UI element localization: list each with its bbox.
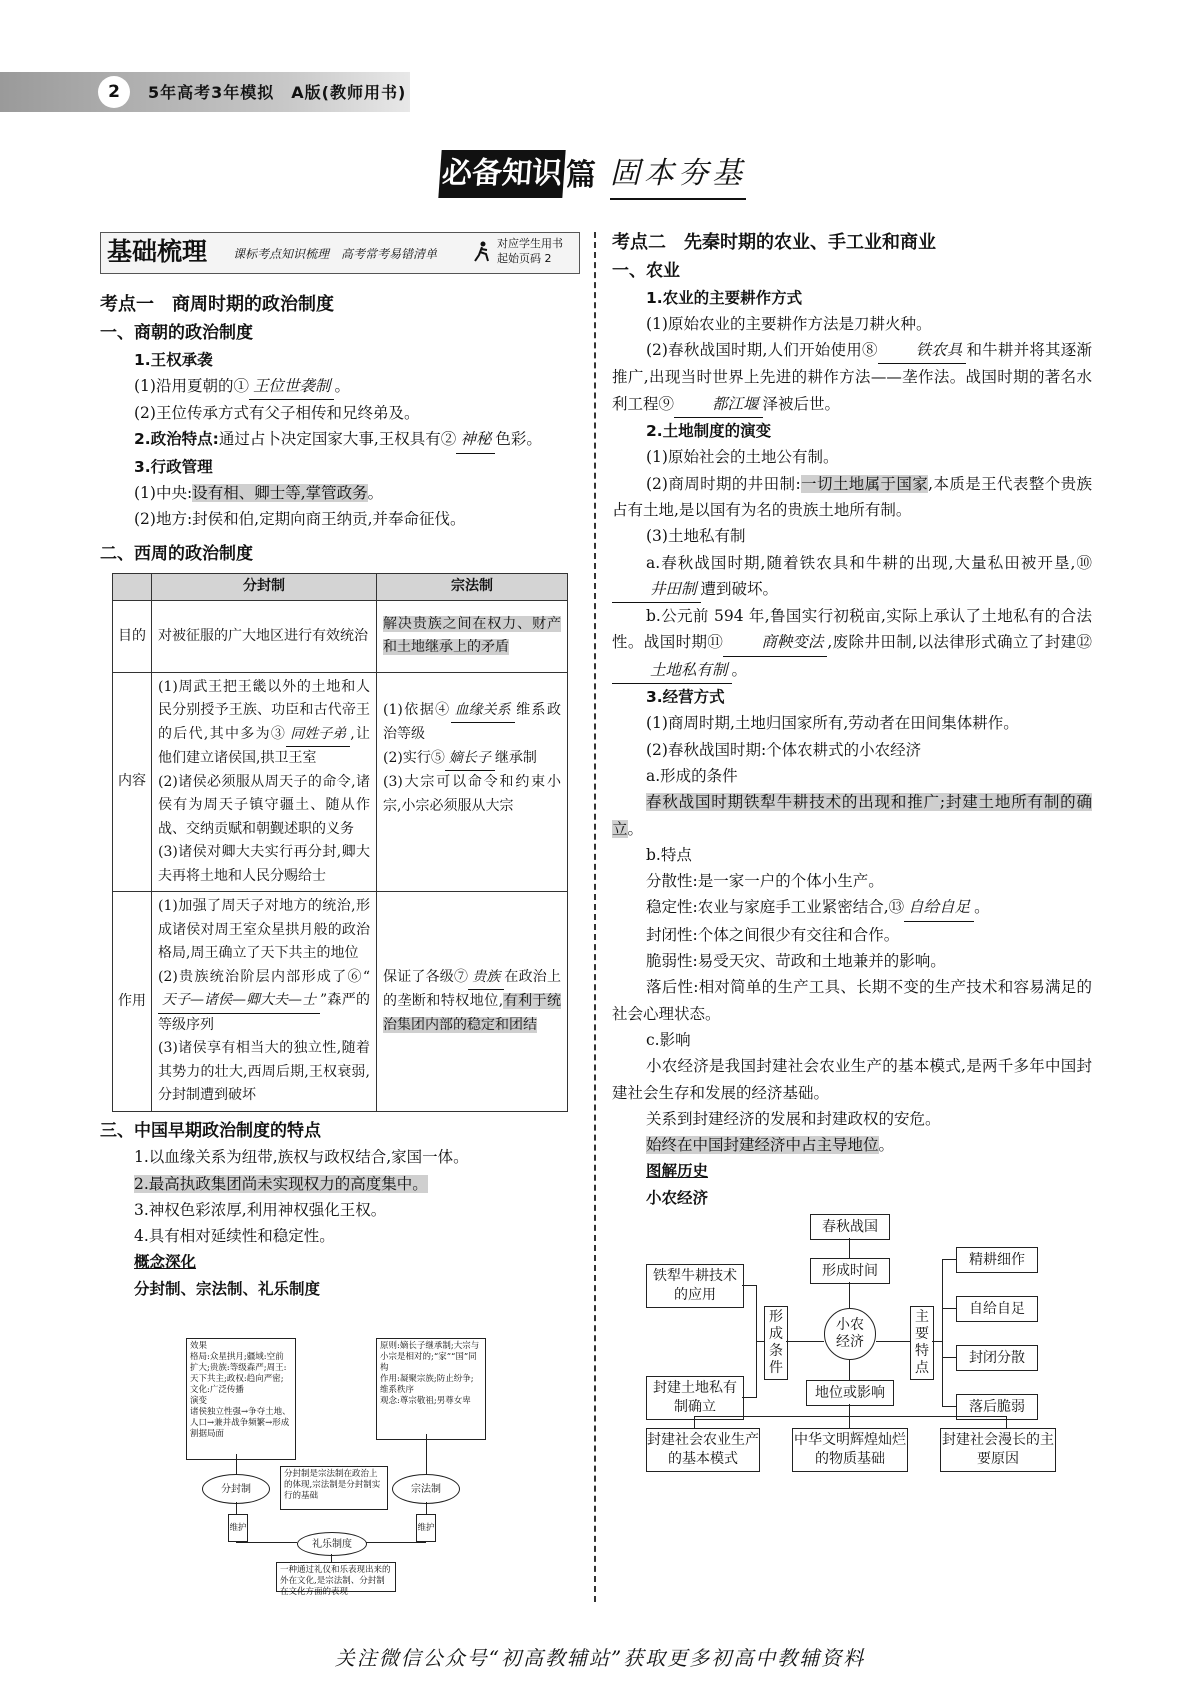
dia2-bottom-2: 中华文明辉煌灿烂的物质基础: [792, 1428, 908, 1472]
cell-effect-fengjian: (1)加强了周天子对地方的统治,形成诸侯对周王室众星拱月般的政治格局,周王确立了天下共主的地位 (2)贵族统治阶层内部形成了⑥“天子—诸侯—卿大夫—士 ”森严的等级序列 (3)诸侯享有相当大的独立性,随着其势力的壮大,西周后期,王权衰弱,分封制遭到破坏: [152, 892, 377, 1112]
row-head-effect: 作用: [113, 892, 152, 1112]
point-2-title: 考点二 先秦时期的农业、手工业和商业: [612, 232, 936, 253]
dia2-center: 小农经济: [824, 1308, 876, 1360]
blank-9: 都江堰: [674, 391, 763, 418]
impact-1: 小农经济是我国封建社会农业生产的基本模式,是两千多年中国封建社会生存和发展的经济基础。: [612, 1057, 1092, 1102]
r-s2c: (3)土地私有制: [646, 527, 746, 546]
table-corner: [113, 573, 152, 600]
dia2-line-10: [942, 1259, 943, 1407]
s1-3-title: 3.行政管理: [134, 457, 213, 476]
row-head-purpose: 目的: [113, 600, 152, 672]
r-sec1-title: 一、农业: [612, 261, 680, 282]
dia1-bottom-box: 一种通过礼仪和乐表现出来的外在文化,是宗法制、分封制在文化方面的表现: [276, 1562, 396, 1592]
s1-2: 2.政治特点:通过占卜决定国家大事,王权具有② 神秘 色彩。: [100, 426, 578, 453]
dia2-bottom-3: 封建社会漫长的主要原因: [940, 1428, 1056, 1472]
xizhou-table: [112, 573, 568, 1112]
cell-purpose-fengjian: 对被征服的广大地区进行有效统治: [152, 600, 377, 672]
section-box-title: 基础梳理: [107, 237, 208, 266]
banner-title: 必备知识: [438, 150, 565, 198]
dia2-line-1: [849, 1238, 850, 1258]
r-s3b: (2)春秋战国时期:个体农耕式的小农经济: [646, 740, 922, 759]
r-s1a: (1)原始农业的主要耕作方法是刀耕火种。: [646, 314, 932, 333]
dia2-line-16: [849, 1404, 850, 1416]
blank-12: 土地私有制: [612, 657, 732, 684]
blank-8: 铁农具: [878, 337, 967, 364]
impact-2: 关系到封建经济的发展和封建政权的安危。: [646, 1109, 941, 1128]
page-number: 2: [98, 76, 130, 108]
concept-diagram: [180, 1338, 530, 1597]
r-s2a: (1)原始社会的土地公有制。: [646, 448, 839, 467]
dia2-bottom-1: 封建社会农业生产的基本模式: [646, 1428, 760, 1472]
dia2-line-7: [786, 1341, 824, 1342]
s1-1b: (2)王位传承方式有父子相传和兄终弟及。: [134, 404, 420, 423]
dia1-line-r: [426, 1434, 427, 1474]
r-s3b-a-text: 春秋战国时期铁犁牛耕技术的出现和推广;封建土地所有制的确立。: [612, 793, 1092, 838]
dia1-line-b3: [331, 1554, 332, 1562]
dia2-line-11: [942, 1259, 956, 1260]
dia1-maintain-left: 维护: [228, 1514, 248, 1542]
dia2-line-3: [742, 1285, 756, 1286]
banner-suffix: 篇: [566, 158, 596, 193]
dia2-line-12: [942, 1308, 956, 1309]
r-s3b-b: b.特点: [646, 845, 692, 864]
dia2-line-14: [942, 1406, 956, 1407]
r-s3-title: 3.经营方式: [646, 688, 725, 707]
dia1-ellipse-zongfa: 宗法制: [392, 1474, 460, 1504]
dia1-maintain-right: 维护: [416, 1514, 436, 1542]
dia2-spring-autumn: 春秋战国: [810, 1214, 890, 1240]
dia2-line-20: [1006, 1416, 1007, 1428]
dia1-left-box: 效果 格局:众星拱月;疆域:空前扩大;贵族:等级森严;周王:天下共主;政权:趋向严密;文化:广泛传播 演变 诸侯独立性强→争夺土地、人口→兼并战争频繁→形成割据局面: [186, 1338, 296, 1460]
blank-10: 井田制: [612, 576, 701, 603]
dia1-ellipse-fengjian: 分封制: [202, 1474, 270, 1504]
section-box-handwriting: 课标考点知识梳理 高考常考易错清单: [233, 247, 438, 261]
blank-3: 同姓子弟: [286, 723, 350, 748]
dia2-line-2: [849, 1282, 850, 1308]
blank-13: 自给自足: [904, 894, 974, 921]
sec2-title: 二、西周的政治制度: [100, 543, 253, 564]
blank-11: 商鞅变法: [723, 629, 827, 656]
cell-effect-zongfa: 保证了各级⑦ 贵族 在政治上的垄断和特权地位,有利于统治集团内部的稳定和团结: [377, 892, 568, 1112]
r-s3b-c: c.影响: [646, 1030, 691, 1049]
r-s2c-a: a.春秋战国时期,随着铁农具和牛耕的出现,大量私田被开垦,⑩井田制 遭到破坏。: [612, 550, 1092, 604]
r-s1-title: 1.农业的主要耕作方式: [646, 288, 803, 307]
dia2-feat-1: 精耕细作: [956, 1247, 1038, 1273]
dia2-line-15: [849, 1360, 850, 1380]
footer-note: 关注微信公众号“初高教辅站”获取更多初高中教辅资料: [334, 1646, 866, 1670]
blank-2: 神秘: [456, 426, 495, 453]
illus-title: 图解历史: [646, 1162, 709, 1181]
ref-line-1: 对应学生用书: [497, 237, 563, 250]
dia2-line-13: [942, 1357, 956, 1358]
left-column: [100, 232, 578, 1302]
dia1-ellipse-liyue: 礼乐制度: [297, 1532, 367, 1556]
s3-4: 4.具有相对延续性和稳定性。: [134, 1227, 335, 1246]
feature-2: 稳定性:农业与家庭手工业紧密结合,⑬ 自给自足 。: [612, 894, 1092, 921]
row-head-content: 内容: [113, 672, 152, 892]
r-s2-title: 2.土地制度的演变: [646, 422, 772, 441]
r-s2b: (2)商周时期的井田制:一切土地属于国家,本质是王代表整个贵族占有土地,是以国有为名的贵族土地所有制。: [612, 474, 1092, 519]
table-col-1: 分封制: [152, 573, 377, 600]
book-title: 5年高考3年模拟 A版(教师用书): [148, 83, 407, 102]
cell-content-fengjian: (1)周武王把王畿以外的土地和人民分别授予王族、功臣和古代帝王的后代,其中多为③ 同姓子弟 ,让他们建立诸侯国,拱卫王室 (2)诸侯必须服从周天子的命令,诸侯有为周天子镇守疆土、随从作战、交纳贡赋和朝觐述职的义务 (3)诸侯对卿大夫实行再分封,卿大夫再将土地和人民分赐给士: [152, 672, 377, 892]
cell-purpose-zongfa: 解决贵族之间在权力、财产和土地继承上的矛盾: [377, 600, 568, 672]
feature-1: 分散性:是一家一户的个体小生产。: [646, 872, 884, 891]
dia2-line-17: [694, 1416, 1006, 1417]
xiaonong-diagram: [640, 1208, 1060, 1498]
s3-3: 3.神权色彩浓厚,利用神权强化王权。: [134, 1200, 387, 1219]
dia2-status: 地位或影响: [806, 1380, 894, 1406]
concept-subtitle: 分封制、宗法制、礼乐制度: [134, 1279, 321, 1298]
sec1-title: 一、商朝的政治制度: [100, 323, 253, 344]
r-s3a: (1)商周时期,土地归国家所有,劳动者在田间集体耕作。: [646, 714, 1019, 733]
impact-3: 始终在中国封建经济中占主导地位。: [646, 1136, 895, 1155]
dia2-cond-2: 封建土地私有制确立: [646, 1376, 744, 1420]
s3-2: 2.最高执政集团尚未实现权力的高度集中。: [134, 1174, 428, 1193]
column-divider: [594, 232, 596, 1602]
dia1-line-b2: [365, 1542, 426, 1543]
feature-5: 落后性:相对简单的生产工具、长期不变的生产技术和容易满足的社会心理状态。: [612, 978, 1092, 1023]
dia1-line-b1: [236, 1542, 297, 1543]
dia1-line-l: [236, 1454, 237, 1474]
dia1-center-note: 分封制是宗法制在政治上的体现,宗法制是分封制实行的基础: [280, 1466, 388, 1510]
s1-3b: (2)地方:封侯和伯,定期向商王纳贡,并奉命征伐。: [134, 510, 466, 529]
dia2-line-4: [742, 1397, 756, 1398]
dia2-feat-label: 主要特点: [910, 1306, 934, 1380]
right-column: [612, 228, 1092, 1211]
feature-3: 封闭性:个体之间很少有交往和合作。: [646, 925, 900, 944]
dia2-feat-2: 自给自足: [956, 1296, 1038, 1322]
r-s2c-b: b.公元前 594 年,鲁国实行初税亩,实际上承认了土地私有的合法性。战国时期⑪ 商鞅变法 ,废除井田制,以法律形式确立了封建⑫土地私有制 。: [612, 603, 1092, 684]
section-box: [100, 232, 580, 274]
cell-content-zongfa: (1)依据④ 血缘关系 维系政治等级 (2)实行⑤ 嫡长子 继承制 (3)大宗可以命令和约束小宗,小宗必须服从大宗: [377, 672, 568, 892]
blank-6: 天子—诸侯—卿大夫—士: [158, 989, 320, 1014]
blank-5: 嫡长子: [445, 747, 495, 772]
table-col-2: 宗法制: [377, 573, 568, 600]
dia2-line-19: [849, 1416, 850, 1428]
blank-1: 王位世袭制: [249, 373, 335, 400]
blank-7: 贵族: [468, 966, 504, 991]
dia1-right-box: 原则:嫡长子继承制;大宗与小宗是相对的;“家”“国”同构 作用:凝聚宗族;防止纷争;维系秩序 观念:尊宗敬祖;男尊女卑: [376, 1338, 486, 1440]
s1-1-title: 1.王权承袭: [134, 350, 213, 369]
blank-4: 血缘关系: [451, 699, 515, 724]
illus-subtitle: 小农经济: [646, 1188, 709, 1207]
dia2-feat-3: 封闭分散: [956, 1345, 1038, 1371]
dia2-line-8: [876, 1341, 910, 1342]
sec3-title: 三、中国早期政治制度的特点: [100, 1120, 321, 1141]
s1-1a: (1)沿用夏朝的① 王位世袭制 。: [100, 373, 578, 400]
dia2-cond-label: 形成条件: [764, 1306, 788, 1380]
point-1-title: 考点一 商周时期的政治制度: [100, 294, 334, 315]
feature-4: 脆弱性:易受天灾、苛政和土地兼并的影响。: [646, 952, 946, 971]
r-s3b-a: a.形成的条件: [646, 766, 738, 785]
dia2-line-6: [756, 1341, 764, 1342]
dia2-line-9: [932, 1341, 942, 1342]
r-s1b: (2)春秋战国时期,人们开始使用⑧ 铁农具 和牛耕并将其逐渐推广,出现当时世界上先进的耕作方法——垄作法。战国时期的著名水利工程⑨ 都江堰 泽被后世。: [612, 337, 1092, 418]
dia2-line-18: [694, 1416, 695, 1428]
section-box-ref: [497, 236, 563, 266]
dia2-cond-1: 铁犁牛耕技术的应用: [646, 1264, 744, 1308]
concept-title: 概念深化: [134, 1253, 197, 1272]
dia2-feat-4: 落后脆弱: [956, 1394, 1038, 1420]
s1-3a: (1)中央:设有相、卿士等,掌管政务。: [134, 484, 384, 503]
banner-handwriting: 固本夯基: [610, 150, 746, 200]
runner-icon: [473, 241, 491, 265]
s3-1: 1.以血缘关系为纽带,族权与政权结合,家国一体。: [134, 1148, 469, 1167]
dia2-time: 形成时间: [810, 1258, 890, 1284]
ref-line-2: 起始页码 2: [497, 252, 552, 265]
